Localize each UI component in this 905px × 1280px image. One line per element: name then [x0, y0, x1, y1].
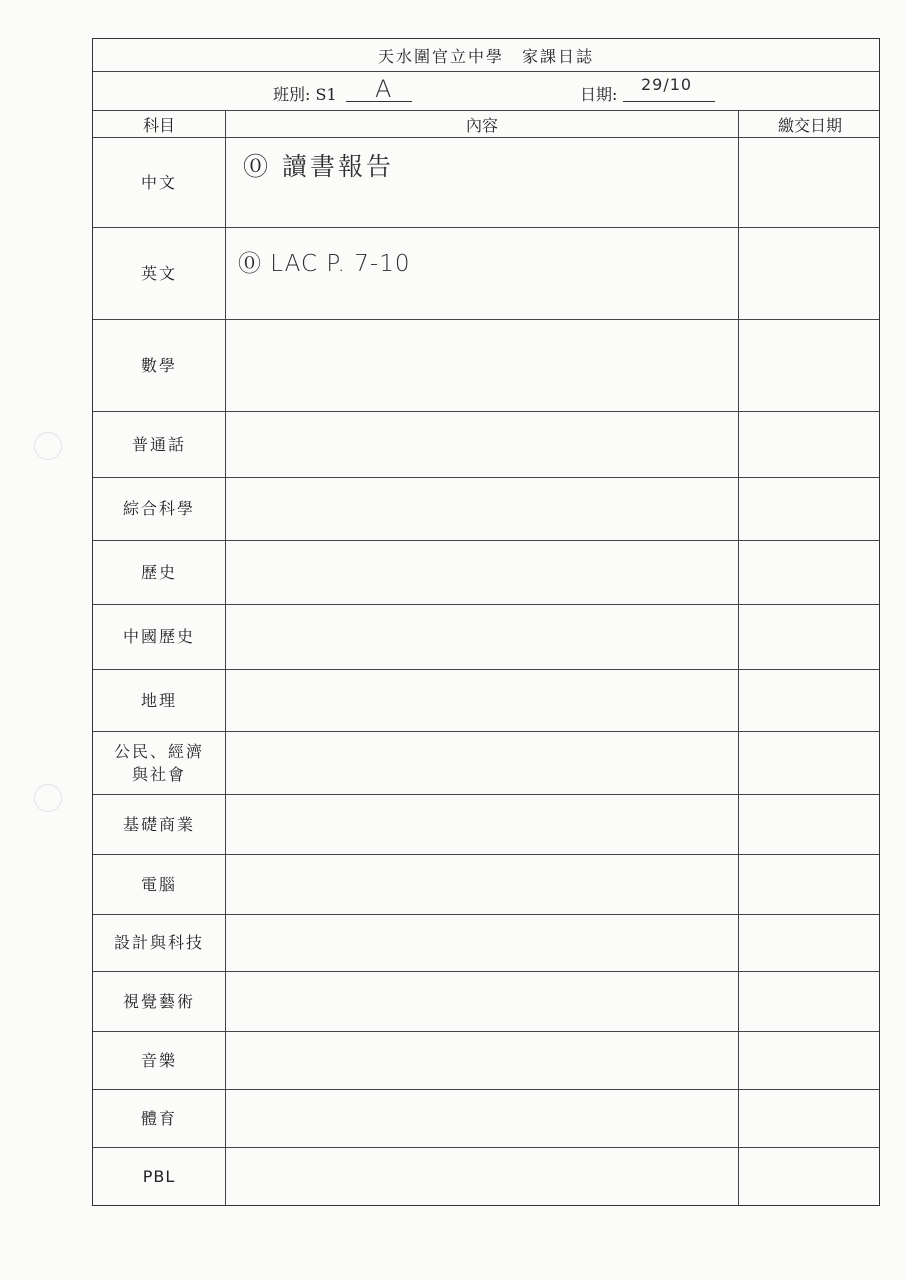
column-header-subject: 科目 [142, 115, 175, 135]
subject-cell: 視覺藝術 [122, 991, 195, 1011]
class-underline [346, 101, 412, 102]
date-value: 29/10 [641, 75, 693, 94]
punch-hole-top [34, 432, 62, 460]
subject-cell: 普通話 [131, 434, 186, 454]
column-divider-2 [738, 110, 739, 1205]
subject-cell: 英文 [140, 263, 177, 283]
subject-cell: 中文 [140, 172, 177, 192]
subject-cell: 基礎商業 [122, 814, 195, 834]
homework-diary-sheet [92, 38, 880, 1206]
subject-cell: 歷史 [140, 562, 177, 582]
divider [93, 71, 879, 72]
page-title: 天水圍官立中學 家課日誌 [377, 46, 594, 66]
class-label: 班別: S1 [273, 84, 337, 104]
punch-hole-bottom [34, 784, 62, 812]
column-divider-1 [225, 110, 226, 1205]
content-cell-chinese: ⓪ 讀書報告 [243, 152, 394, 181]
subject-cell: 電腦 [140, 874, 177, 894]
subject-cell: 公民、經濟 與社會 [113, 741, 204, 784]
date-field [580, 75, 617, 111]
date-underline [623, 101, 715, 102]
subject-cell: PBL [142, 1166, 176, 1186]
subject-cell: 數學 [140, 355, 177, 375]
subject-cell: 地理 [140, 690, 177, 710]
class-field [273, 75, 337, 111]
date-label: 日期: [580, 84, 618, 104]
content-cell-english: ⓪ LAC P. 7-10 [238, 251, 411, 277]
subject-cell: 中國歷史 [122, 627, 195, 646]
subject-cell: 音樂 [140, 1050, 177, 1070]
subject-cell: 設計與科技 [113, 933, 204, 952]
column-header-content: 內容 [465, 115, 498, 135]
class-value: A [375, 75, 392, 103]
subject-cell: 體育 [140, 1108, 177, 1128]
subject-cell: 綜合科學 [122, 499, 195, 518]
column-header-due-date: 繳交日期 [777, 115, 842, 135]
